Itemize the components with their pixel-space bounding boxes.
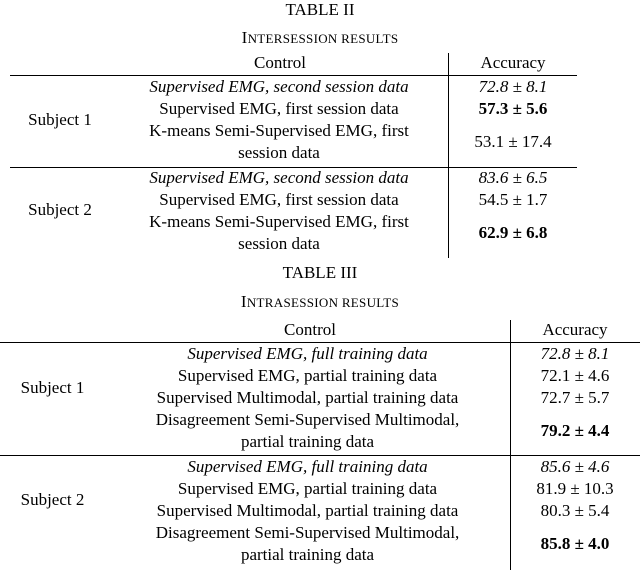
- table2-s1-row3-control-line2: session data: [238, 143, 320, 162]
- table3-s1-row4-accuracy: 79.2 ± 4.4: [540, 421, 610, 440]
- table2-s1-row3-control-line1: K-means Semi-Supervised EMG, first: [149, 121, 409, 140]
- table3-caption: [0, 292, 640, 313]
- table2-s2-row1-accuracy: 83.6 ± 6.5: [478, 168, 548, 187]
- table3-header-control: Control: [284, 320, 336, 339]
- table2-s2-row3-accuracy: 62.9 ± 6.8: [478, 223, 548, 242]
- table3-s1-row2-accuracy: 72.1 ± 4.6: [540, 366, 610, 385]
- table2-s1-row1-accuracy: 72.8 ± 8.1: [478, 77, 548, 96]
- table3-s2-row2-accuracy: 81.9 ± 10.3: [536, 479, 614, 498]
- table3-s1-row3-accuracy: 72.7 ± 5.7: [540, 388, 610, 407]
- table2-caption-rest: NTERSESSION RESULTS: [247, 31, 399, 46]
- table3-s1-row1-accuracy: 72.8 ± 8.1: [540, 344, 610, 363]
- table3-s2-row3-accuracy: 80.3 ± 5.4: [540, 501, 610, 520]
- table3-subject-2: Subject 2: [20, 490, 85, 509]
- table3-header-rule: [0, 342, 640, 343]
- table3-column-divider: [510, 320, 511, 570]
- table3-s1-row4-control-line2: partial training data: [240, 432, 375, 451]
- table2-s1-row2-control: Supervised EMG, first session data: [159, 99, 399, 118]
- table2-subject-1: Subject 1: [28, 110, 92, 129]
- table2-column-divider: [448, 53, 449, 258]
- table3-s2-row4-accuracy: 85.8 ± 4.0: [540, 534, 610, 553]
- table2-s1-row2-accuracy: 57.3 ± 5.6: [478, 99, 548, 118]
- table3-label: TABLE III: [282, 263, 358, 282]
- table3-s2-row1-control: Supervised EMG, full training data: [187, 457, 428, 476]
- table3-s2-row4-control-line2: partial training data: [240, 545, 375, 564]
- table3-caption-initial: I: [240, 292, 247, 311]
- table2-header-rule: [10, 75, 577, 76]
- table3-s1-row1-control: Supervised EMG, full training data: [187, 344, 428, 363]
- table2-s2-row2-accuracy: 54.5 ± 1.7: [478, 190, 548, 209]
- table3-header-accuracy: Accuracy: [542, 320, 608, 339]
- table3-s1-row4-control-line1: Disagreement Semi-Supervised Multimodal,: [155, 410, 460, 429]
- table2-label: TABLE II: [285, 0, 355, 19]
- table3-s2-row3-control: Supervised Multimodal, partial training data: [156, 501, 459, 520]
- table2-s1-row3-accuracy: 53.1 ± 17.4: [474, 132, 552, 151]
- table2-subject-2: Subject 2: [28, 200, 92, 219]
- table3-s1-row2-control: Supervised EMG, partial training data: [177, 366, 438, 385]
- table2-s2-row3-control-line1: K-means Semi-Supervised EMG, first: [149, 212, 409, 231]
- table2-s2-row3-control-line2: session data: [238, 234, 320, 253]
- table2-s1-row1-control: Supervised EMG, second session data: [149, 77, 409, 96]
- table3-subject-1: Subject 1: [20, 378, 85, 397]
- table2-header-accuracy: Accuracy: [480, 53, 546, 72]
- table3-s2-row1-accuracy: 85.6 ± 4.6: [540, 457, 610, 476]
- table2-caption: [0, 28, 640, 49]
- table3-s2-row4-control-line1: Disagreement Semi-Supervised Multimodal,: [155, 523, 460, 542]
- table2-s2-row2-control: Supervised EMG, first session data: [159, 190, 399, 209]
- table2-header-control: Control: [254, 53, 306, 72]
- table3-caption-rest: NTRASESSION RESULTS: [246, 295, 400, 310]
- table3-s2-row2-control: Supervised EMG, partial training data: [177, 479, 438, 498]
- table3-group-rule: [0, 455, 640, 456]
- table3-s1-row3-control: Supervised Multimodal, partial training data: [156, 388, 459, 407]
- table2-caption-initial: I: [241, 28, 248, 47]
- table2-s2-row1-control: Supervised EMG, second session data: [149, 168, 409, 187]
